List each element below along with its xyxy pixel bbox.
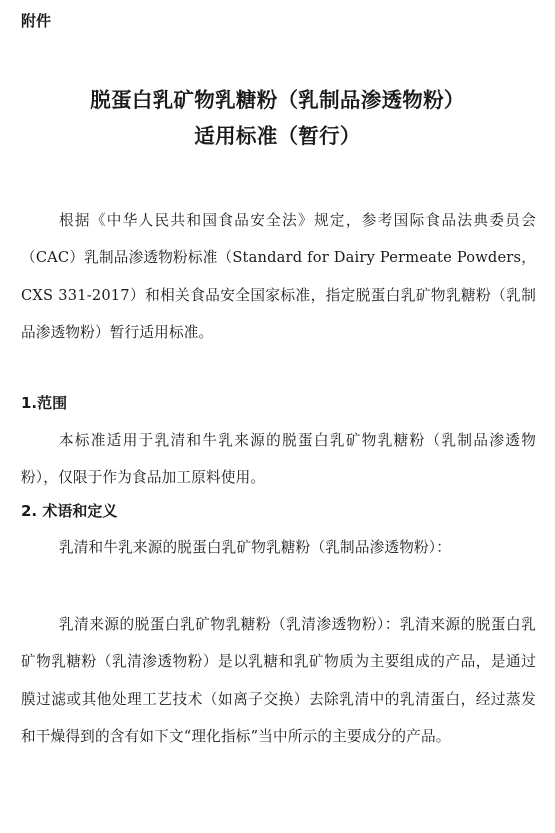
- document-title-line-1: 脱蛋白乳矿物乳糖粉（乳制品渗透物粉）: [90, 88, 465, 112]
- scope-paragraph: 本标准适用于乳清和牛乳来源的脱蛋白乳矿物乳糖粉（乳制品渗透物粉），仅限于作为食品加工原料使用。: [21, 432, 536, 487]
- whey-permeate-definition-paragraph: 乳清来源的脱蛋白乳矿物乳糖粉（乳清渗透物粉）：乳清来源的脱蛋白乳矿物乳糖粉（乳清渗透物粉）是以乳糖和乳矿物质为主要组成的产品，是通过膜过滤或其他处理工艺技术（如离子交换）去除乳清中的乳清蛋白，经过蒸发和干燥得到的含有如下文“理化指标”当中所示的主要成分的产品。: [21, 616, 536, 746]
- section-heading-scope: 1.范围: [21, 394, 68, 412]
- intro-paragraph: 根据《中华人民共和国食品安全法》规定，参考国际食品法典委员会（CAC）乳制品渗透物粉标准（Standard for Dairy Permeate Powders，CXS 331-2017）和相关食品安全国家标准，指定脱蛋白乳矿物乳糖粉（乳制品渗透物粉）暂行适用标准。: [21, 212, 536, 342]
- attachment-label: 附件: [21, 12, 52, 30]
- definitions-lead-paragraph: 乳清和牛乳来源的脱蛋白乳矿物乳糖粉（乳制品渗透物粉）：: [58, 539, 452, 556]
- section-heading-definitions: 2. 术语和定义: [21, 502, 118, 520]
- document-title-line-2: 适用标准（暂行）: [194, 124, 361, 148]
